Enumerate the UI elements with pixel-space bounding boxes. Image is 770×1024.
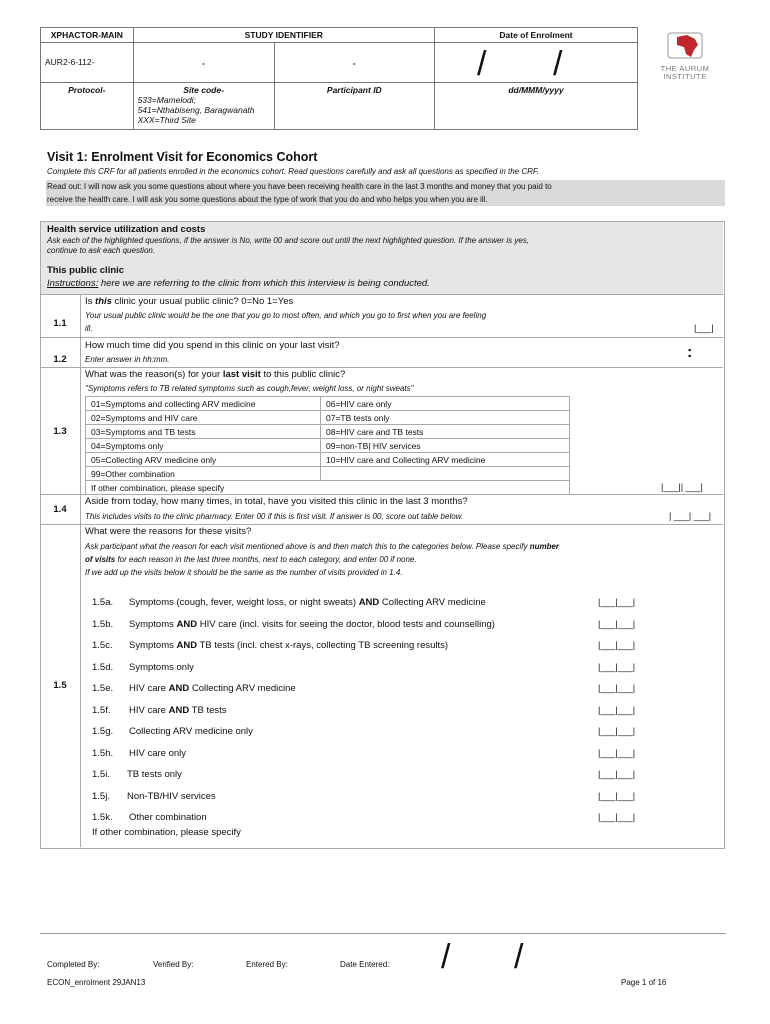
aurum-logo [655,30,715,81]
q1-3-answer-box[interactable]: |___|| ___| [661,482,703,492]
logo-line-1: THE AURUM [660,64,710,73]
q1-4-note: This includes visits to the clinic pharmacy. Enter 00 if this is first visit. If answer is 00, score out table below. [85,512,464,521]
q1-5-item-answer-box[interactable]: |___|___| [598,748,636,758]
reason-code: 01=Symptoms and collecting ARV medicine [86,397,321,411]
q1-5-item-label: TB tests only [127,769,182,780]
q1-5-other-specify[interactable]: If other combination, please specify [92,827,241,838]
footer-divider [40,933,726,934]
q1-5-item-label: HIV care only [129,748,187,759]
page-number: Page 1 of 16 [621,978,667,987]
q1-5-item-label: Symptoms only [129,662,194,673]
q1-3-reason-codes [85,396,570,495]
q1-5-item-answer-box[interactable]: |___|___| [598,619,636,629]
clinic-header [41,264,723,294]
q1-2-row [40,337,723,338]
q1-5-item-answer-box[interactable]: |___|___| [598,769,636,779]
site-code-1: 533=Mamelodi; [137,95,196,105]
q1-2-question: How much time did you spend in this clinic on your last visit? [85,340,340,351]
q1-3-note: "Symptoms refers to TB related symptoms such as cough,fever, weight loss, or night sweats" [85,384,414,393]
section-instruction-2: continue to ask each question. [47,246,156,255]
entered-by-label: Entered By: [246,960,288,969]
q1-2-note: Enter answer in hh:mm. [85,355,170,364]
reason-code: 03=Symptoms and TB tests [86,425,321,439]
q1-5-item-label: Collecting ARV medicine only [129,726,253,737]
q1-5-item-code: 1.5e. [92,683,114,694]
protocol-label: Protocol- [41,83,134,130]
participant-id-label: Participant ID [274,83,434,130]
q1-5-number: 1.5 [53,680,67,691]
q1-5-item-answer-box[interactable]: |___|___| [598,683,636,693]
header-col-xphactor: XPHACTOR-MAIN [41,28,134,43]
reason-code: 07=TB tests only [321,411,570,425]
section-header [41,222,723,267]
reason-code: 05=Collecting ARV medicine only [86,453,321,467]
q1-1-question: Is this clinic your usual public clinic? 0=No 1=Yes [85,296,294,307]
q1-5-item-code: 1.5g. [92,726,114,737]
header-col-date: Date of Enrolment [434,28,637,43]
completed-by-label: Completed By: [47,960,100,969]
q1-5-note-2: of visits for each reason in the last three months, next to each category, and enter 00 if none. [85,555,417,564]
q1-5-item-code: 1.5f. [92,705,111,716]
q1-4-row [40,494,723,495]
q1-5-item-code: 1.5a. [92,597,114,608]
q1-1-note-2: ill. [85,324,93,333]
date-slash-2: / [552,45,563,83]
clinic-instructions [41,276,723,289]
q1-5-item-answer-box[interactable]: |___|___| [598,726,636,736]
q1-5-item-code: 1.5i. [92,769,110,780]
instructions-text: here we are referring to the clinic from which this interview is being conducted. [98,278,430,289]
q1-1-note-1: Your usual public clinic would be the one that you go to most often, and which you go to first when you are feeling [85,311,487,320]
reason-code: 02=Symptoms and HIV care [86,411,321,425]
site-code-legend [133,83,274,130]
q1-3-row [40,367,723,368]
reason-code [321,467,570,481]
reason-code: 06=HIV care only [321,397,570,411]
readout-text [46,180,725,206]
q1-5-question: What were the reasons for these visits? [85,526,252,537]
q1-5-item-label: Non-TB/HIV services [127,791,216,802]
header-col-study-id: STUDY IDENTIFIER [133,28,434,43]
q1-5-item-label: Symptoms AND TB tests (incl. chest x-rays, collecting TB screening results) [129,640,449,651]
enrolment-date-field[interactable] [434,43,637,83]
readout-line-1: Read out: I will now ask you some questions about where you have been receiving health care in the last 3 months and money that you paid to [47,182,552,191]
site-code-field[interactable]: - [133,43,274,83]
site-code-label: Site code- [183,85,224,95]
study-prefix[interactable]: AUR2-6-112- [41,43,134,83]
section-title: Health service utilization and costs [47,224,206,235]
readout-line-2: receive the health care. I will ask you some questions about the type of work that you do and who helps you when you are ill. [47,195,488,204]
q1-5-item-code: 1.5c. [92,640,113,651]
reason-code: 04=Symptoms only [86,439,321,453]
q1-5-item-code: 1.5h. [92,748,114,759]
site-code-3: XXX=Third Site [137,115,196,125]
q1-5-item-label: Symptoms AND HIV care (incl. visits for seeing the doctor, blood tests and counselling) [129,619,495,630]
q1-4-number: 1.4 [53,504,67,515]
q1-5-item-code: 1.5k. [92,812,113,823]
q1-1-number: 1.1 [53,318,67,329]
participant-id-field[interactable]: - [274,43,434,83]
q1-5-item-answer-box[interactable]: |___|___| [598,640,636,650]
q1-5-note-3: If we add up the visits below it should be the same as the number of visits provided in 1.4. [85,568,403,577]
form-code: ECON_enrolment 29JAN13 [47,978,146,987]
reason-code: 10=HIV care and Collecting ARV medicine [321,453,570,467]
qnum-divider [80,294,81,524]
reason-code: 09=non-TB| HIV services [321,439,570,453]
q1-5-item-answer-box[interactable]: |___|___| [598,791,636,801]
q1-4-answer-box[interactable]: | ___| ___| [669,511,712,521]
section-instruction-1: Ask each of the highlighted questions, if the answer is No, write 00 and score out until the next highlighted question. If the answer is yes, [47,236,530,245]
study-header-table [40,27,638,130]
site-code-2: 541=Nthabiseng, Baragwanath [137,105,255,115]
q1-5-note-1: Ask participant what the reason for each visit mentioned above is and then match this to the categories below. Please specify number [85,542,560,551]
q1-5-item-answer-box[interactable]: |___|___| [598,812,636,822]
q1-5-item-label: Symptoms (cough, fever, weight loss, or night sweats) AND Collecting ARV medicine [129,597,486,608]
q1-5-item-code: 1.5d. [92,662,114,673]
africa-map-icon [655,30,715,60]
q1-1-row [40,294,723,295]
q1-5-item-code: 1.5j. [92,791,110,802]
q1-5-item-code: 1.5b. [92,619,114,630]
q1-5-item-answer-box[interactable]: |___|___| [598,705,636,715]
q1-5-item-label: HIV care AND Collecting ARV medicine [129,683,296,694]
date-entered-slash-2: / [514,938,524,976]
reason-code: 99=Other combination [86,467,321,481]
q1-4-question: Aside from today, how many times, in total, have you visited this clinic in the last 3 months? [85,496,468,507]
verified-by-label: Verified By: [153,960,194,969]
q1-5-item-label: Other combination [129,812,207,823]
q1-2-number: 1.2 [53,354,67,365]
q1-5-item-answer-box[interactable]: |___|___| [598,597,636,607]
date-slash-1: / [476,45,487,83]
q1-2-time-box[interactable]: : [687,344,693,361]
other-combination-specify[interactable]: If other combination, please specify [86,481,570,495]
logo-line-2: INSTITUTE [663,72,707,81]
visit-title: Visit 1: Enrolment Visit for Economics Cohort [47,150,318,164]
instructions-label: Instructions: [47,278,99,289]
clinic-title: This public clinic [47,265,125,276]
q1-1-answer-box[interactable]: |___| [694,323,714,333]
q1-5-item-answer-box[interactable]: |___|___| [598,662,636,672]
date-entered-label: Date Entered: [340,960,390,969]
q1-3-number: 1.3 [53,426,67,437]
q1-5-item-label: HIV care AND TB tests [129,705,227,716]
q1-5-row [40,524,723,525]
q1-3-question: What was the reason(s) for your last visit to this public clinic? [85,369,346,380]
q1-5-divider [80,524,81,847]
date-entered-slash-1: / [441,938,451,976]
visit-instruction: Complete this CRF for all patients enrolled in the economics cohort. Read questions carefully and ask all questions as specified in the CRF. [47,167,539,176]
date-format-label: dd/MMM/yyyy [434,83,637,130]
reason-code: 08=HIV care and TB tests [321,425,570,439]
